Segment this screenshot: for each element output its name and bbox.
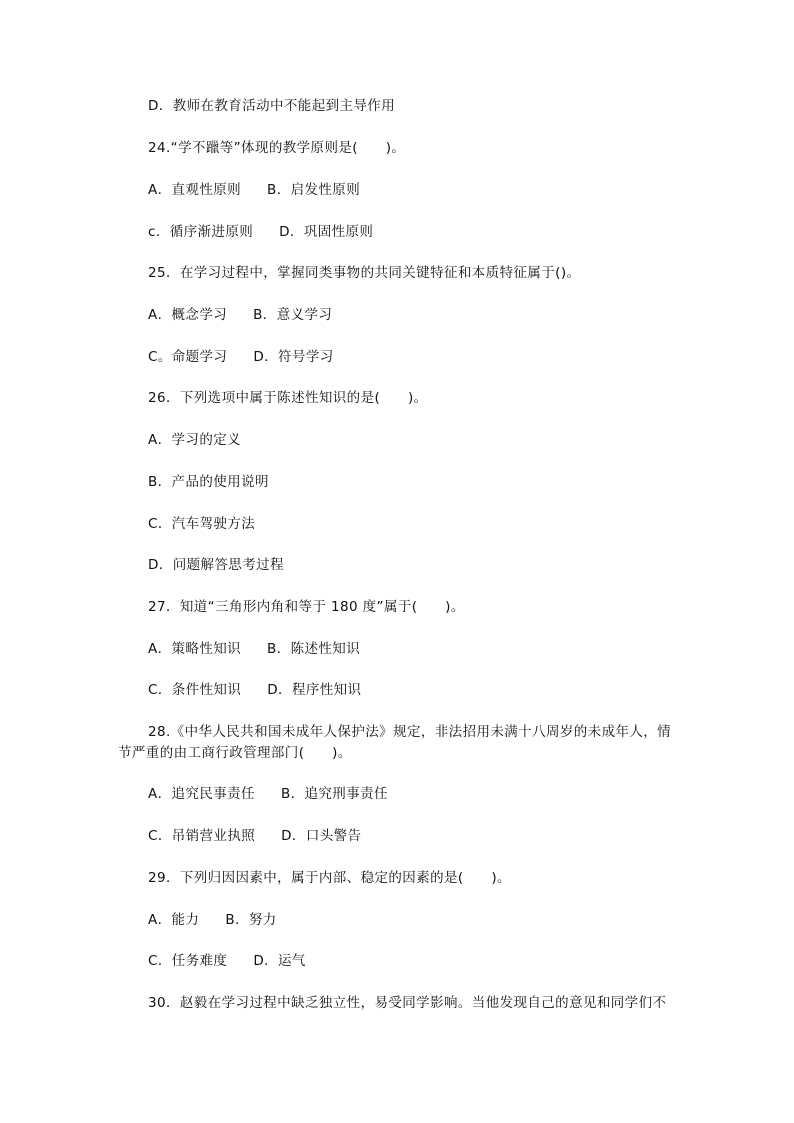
option-24b: B．启发性原则	[267, 182, 361, 198]
question-26: 26．下列选项中属于陈述性知识的是( )。	[148, 390, 428, 406]
option-27b: B．陈述性知识	[267, 641, 361, 657]
option-25a: A．概念学习	[148, 307, 228, 323]
question-29: 29．下列归因因素中，属于内部、稳定的因素的是( )。	[148, 870, 511, 886]
option-24d: D．巩固性原则	[279, 224, 374, 240]
option-23d: D．教师在教育活动中不能起到主导作用	[148, 98, 396, 114]
option-28c: C．吊销营业执照	[148, 828, 256, 844]
option-24a: A．直观性原则	[148, 182, 242, 198]
options-25ab	[148, 305, 332, 325]
option-25c: C。命题学习	[148, 349, 228, 365]
option-29c: C．任务难度	[148, 953, 228, 969]
option-27d: D．程序性知识	[267, 682, 362, 698]
options-24ab	[148, 180, 360, 200]
option-29b: B．努力	[225, 912, 277, 928]
option-26b: B．产品的使用说明	[148, 474, 269, 490]
options-28cd	[148, 826, 361, 846]
options-24cd	[148, 222, 373, 242]
option-28d: D．口头警告	[281, 828, 362, 844]
question-24: 24.“学不躐等”体现的教学原则是( )。	[148, 140, 406, 156]
options-27cd	[148, 680, 361, 700]
option-26d: D．问题解答思考过程	[148, 557, 284, 573]
option-25b: B．意义学习	[253, 307, 333, 323]
options-28ab	[148, 784, 388, 804]
option-25d: D．符号学习	[253, 349, 334, 365]
option-24c: c．循序渐进原则	[148, 224, 254, 240]
question-30: 30．赵毅在学习过程中缺乏独立性，易受同学影响。当他发现自己的意见和同学们不	[148, 995, 667, 1011]
option-27c: C．条件性知识	[148, 682, 242, 698]
question-25: 25．在学习过程中，掌握同类事物的共同关键特征和本质特征属于()。	[148, 265, 581, 281]
option-26c: C．汽车驾驶方法	[148, 516, 256, 532]
question-28: 28.《中华人民共和国未成年人保护法》规定，非法招用未满十八周岁的未成年人，情节严重的由工商行政管理部门( )。	[118, 724, 672, 761]
option-29a: A．能力	[148, 912, 200, 928]
option-29d: D．运气	[253, 953, 306, 969]
option-27a: A．策略性知识	[148, 641, 242, 657]
option-28b: B．追究刑事责任	[280, 786, 388, 802]
options-29ab	[148, 910, 277, 930]
option-26a: A．学习的定义	[148, 432, 242, 448]
options-27ab	[148, 639, 360, 659]
options-25cd	[148, 347, 334, 367]
option-28a: A．追究民事责任	[148, 786, 255, 802]
question-27: 27．知道“三角形内角和等于 180 度”属于( )。	[148, 599, 465, 615]
options-29cd	[148, 951, 306, 971]
